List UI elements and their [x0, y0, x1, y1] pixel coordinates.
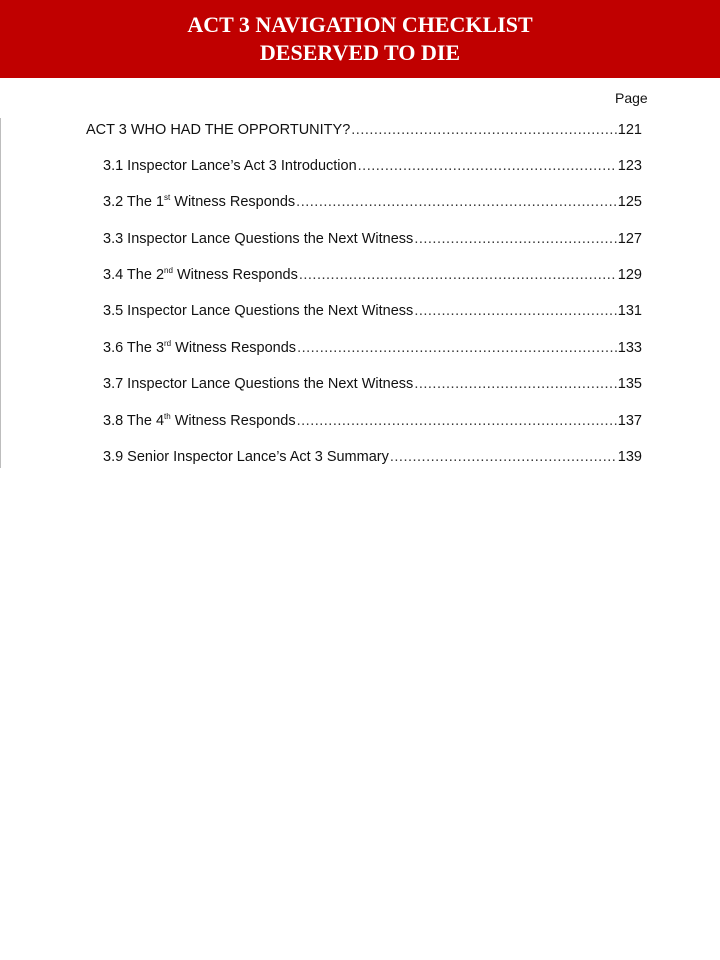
toc-entry-title: [103, 265, 298, 285]
toc-entry-title: [103, 447, 389, 467]
toc-entry-title: [103, 411, 296, 431]
toc-page-number: 135: [617, 376, 642, 392]
toc-entry-3-3[interactable]: [103, 229, 642, 249]
ordinal-suffix: nd: [164, 266, 173, 275]
toc-entry-title: [103, 229, 413, 249]
dot-leader: [297, 411, 617, 431]
toc-entry-title: [103, 374, 413, 394]
toc-page-number: 121: [617, 122, 642, 138]
toc-entry-title-start: 3.3 Inspector Lance Questions the Next Witness: [103, 231, 414, 247]
ordinal-suffix: st: [164, 193, 171, 202]
toc-entry-title: [103, 156, 357, 176]
toc-entry-3-5[interactable]: [103, 301, 642, 321]
toc-entry-title-start: 3.4 The 2: [103, 267, 165, 283]
toc-page-number: 137: [617, 413, 642, 429]
toc-page-number: 139: [617, 449, 642, 465]
toc-entry-title-start: 3.6 The 3: [103, 340, 165, 356]
page-column-label: Page: [615, 90, 648, 106]
dot-leader: [351, 120, 617, 140]
toc-entry-title-start: 3.2 The 1: [103, 194, 165, 210]
dot-leader: [414, 301, 616, 321]
toc-entry-3-6[interactable]: [103, 338, 642, 358]
dot-leader: [358, 156, 617, 176]
toc-page-number: 127: [617, 231, 642, 247]
dot-leader: [390, 447, 617, 467]
document-subtitle: DESERVED TO DIE: [259, 40, 461, 65]
toc-entry-title: [103, 338, 296, 358]
dot-leader: [414, 229, 616, 249]
toc-entry-3-7[interactable]: [103, 374, 642, 394]
toc-entry-title-end: Witness Responds: [170, 194, 296, 210]
toc-page-number: 131: [617, 303, 642, 319]
dot-leader: [296, 192, 617, 212]
toc-entry-3-9[interactable]: [103, 447, 642, 467]
toc-entry-3-1[interactable]: [103, 156, 642, 176]
toc-entry-title: [103, 301, 413, 321]
toc-page-number: 125: [617, 194, 642, 210]
dot-leader: [299, 265, 617, 285]
ordinal-suffix: rd: [164, 339, 172, 348]
document-title: ACT 3 NAVIGATION CHECKLIST: [187, 12, 533, 37]
dot-leader: [297, 338, 617, 358]
toc-entry-title-start: 3.5 Inspector Lance Questions the Next Witness: [103, 303, 414, 319]
left-margin-rule: [0, 118, 1, 468]
toc-entry-title-end: Witness Responds: [171, 340, 297, 356]
toc-entry-title-start: 3.1 Inspector Lance’s Act 3 Introduction: [103, 158, 357, 174]
toc-entry-3-4[interactable]: [103, 265, 642, 285]
toc-page-number: 123: [617, 158, 642, 174]
dot-leader: [414, 374, 616, 394]
toc-entry-title-start: 3.7 Inspector Lance Questions the Next Witness: [103, 376, 414, 392]
toc-entry-title-start: 3.9 Senior Inspector Lance’s Act 3 Summary: [103, 449, 389, 465]
toc-entry-title-end: Witness Responds: [170, 413, 296, 429]
toc-entry-act-3[interactable]: [86, 120, 642, 140]
toc-page-number: 129: [617, 267, 642, 283]
ordinal-suffix: th: [164, 412, 171, 421]
toc-entry-title-end: Witness Responds: [172, 267, 298, 283]
toc-entry-title: [103, 192, 295, 212]
toc-entry-title: ACT 3 WHO HAD THE OPPORTUNITY?: [86, 122, 351, 138]
toc-page-number: 133: [617, 340, 642, 356]
header-band: [0, 0, 720, 78]
toc-entry-3-8[interactable]: [103, 411, 642, 431]
toc-entry-title-start: 3.8 The 4: [103, 413, 165, 429]
toc-entry-3-2[interactable]: [103, 192, 642, 212]
